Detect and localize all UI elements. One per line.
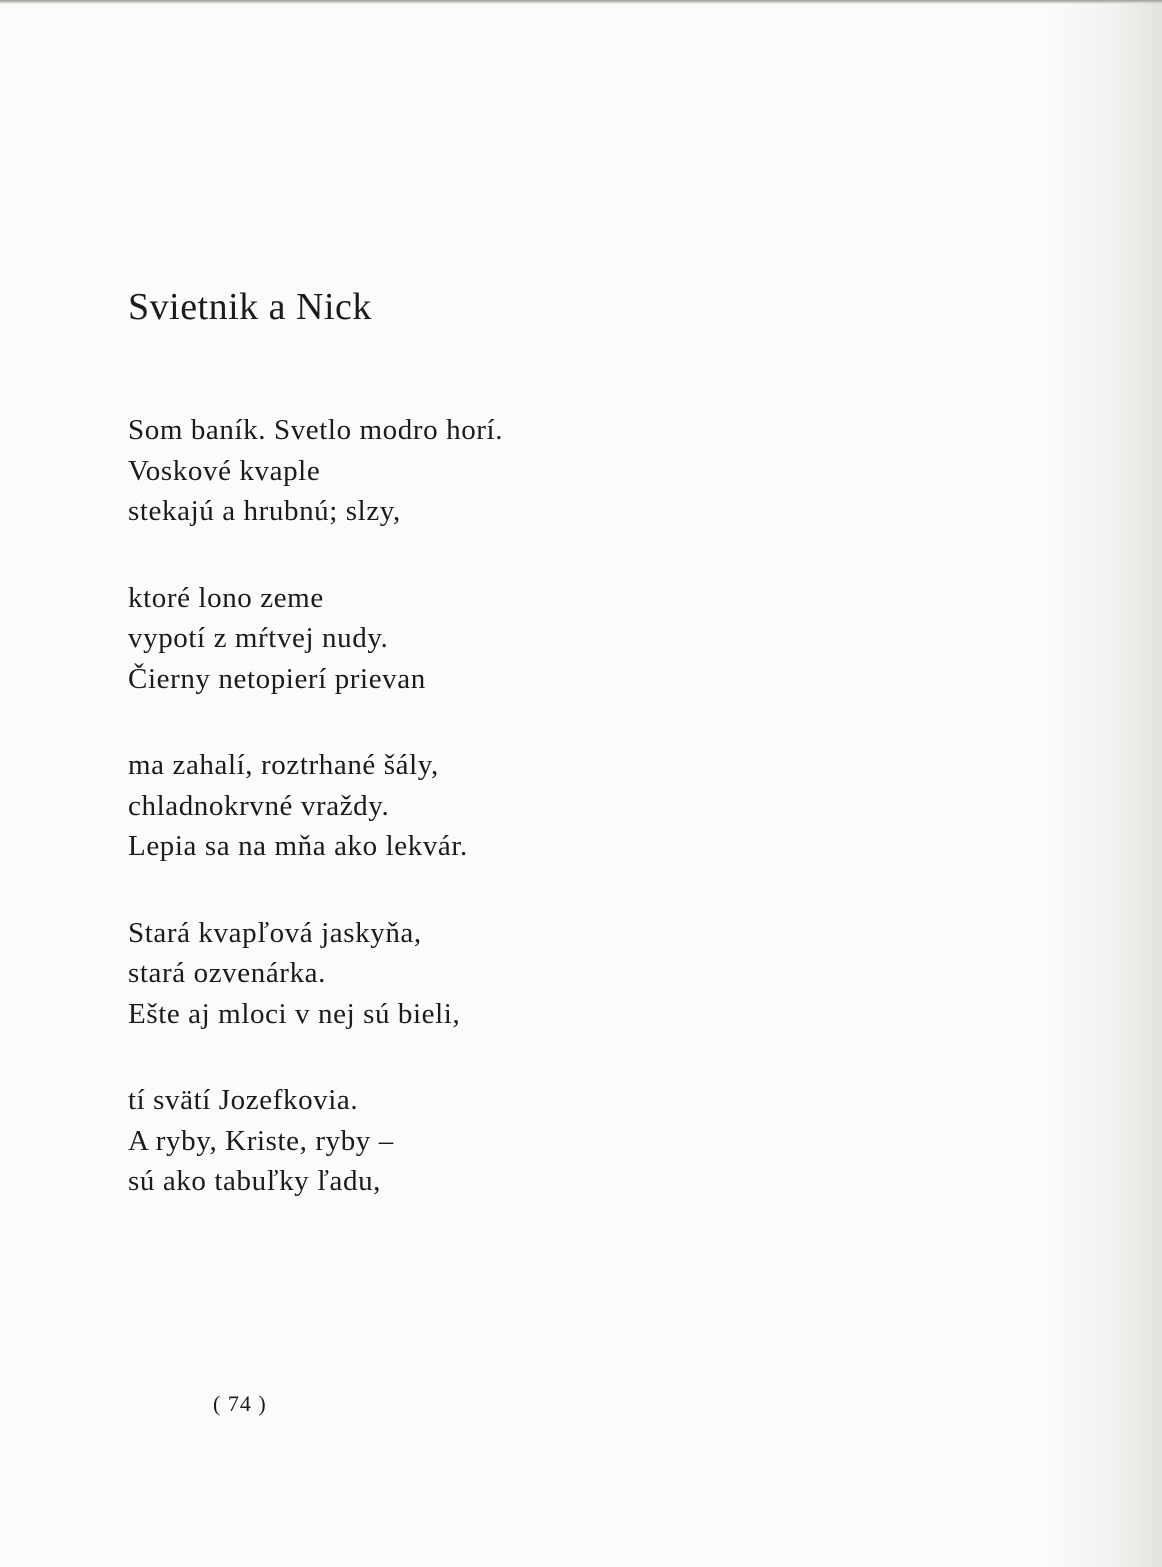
poem-line: Ešte aj mloci v nej sú bieli, [128, 997, 461, 1030]
poem-line: Čierny netopierí prievan [128, 662, 426, 695]
stanza-2 [128, 578, 648, 700]
poem-title: Svietnik a Nick [128, 286, 372, 328]
stanza-4 [128, 913, 648, 1035]
poem-line: Lepia sa na mňa ako lekvár. [128, 830, 468, 862]
page-top-edge [0, 0, 1162, 4]
poem-line: stekajú a hrubnú; slzy, [128, 495, 401, 527]
stanza-5 [128, 1080, 648, 1202]
poem-line: ktoré lono zeme [128, 581, 324, 614]
poem-line: chladnokrvné vraždy. [128, 789, 390, 822]
poem-line: vypotí z mŕtvej nudy. [128, 622, 389, 654]
poem-line: Stará kvapľová jaskyňa, [128, 916, 422, 949]
page-number: ( 74 ) [213, 1391, 267, 1416]
stanza-1 [128, 410, 648, 532]
poem-line: tí svätí Jozefkovia. [128, 1084, 359, 1116]
poem-line: ma zahalí, roztrhané šály, [128, 749, 439, 781]
poem-line: stará ozvenárka. [128, 957, 326, 989]
poem-line: A ryby, Kriste, ryby – [128, 1124, 394, 1157]
stanza-3 [128, 745, 648, 867]
poem-line: Voskové kvaple [128, 454, 321, 487]
poem-line: Som baník. Svetlo modro horí. [128, 414, 504, 446]
poem-line: sú ako tabuľky ľadu, [128, 1165, 382, 1197]
poem-body [128, 410, 648, 1248]
